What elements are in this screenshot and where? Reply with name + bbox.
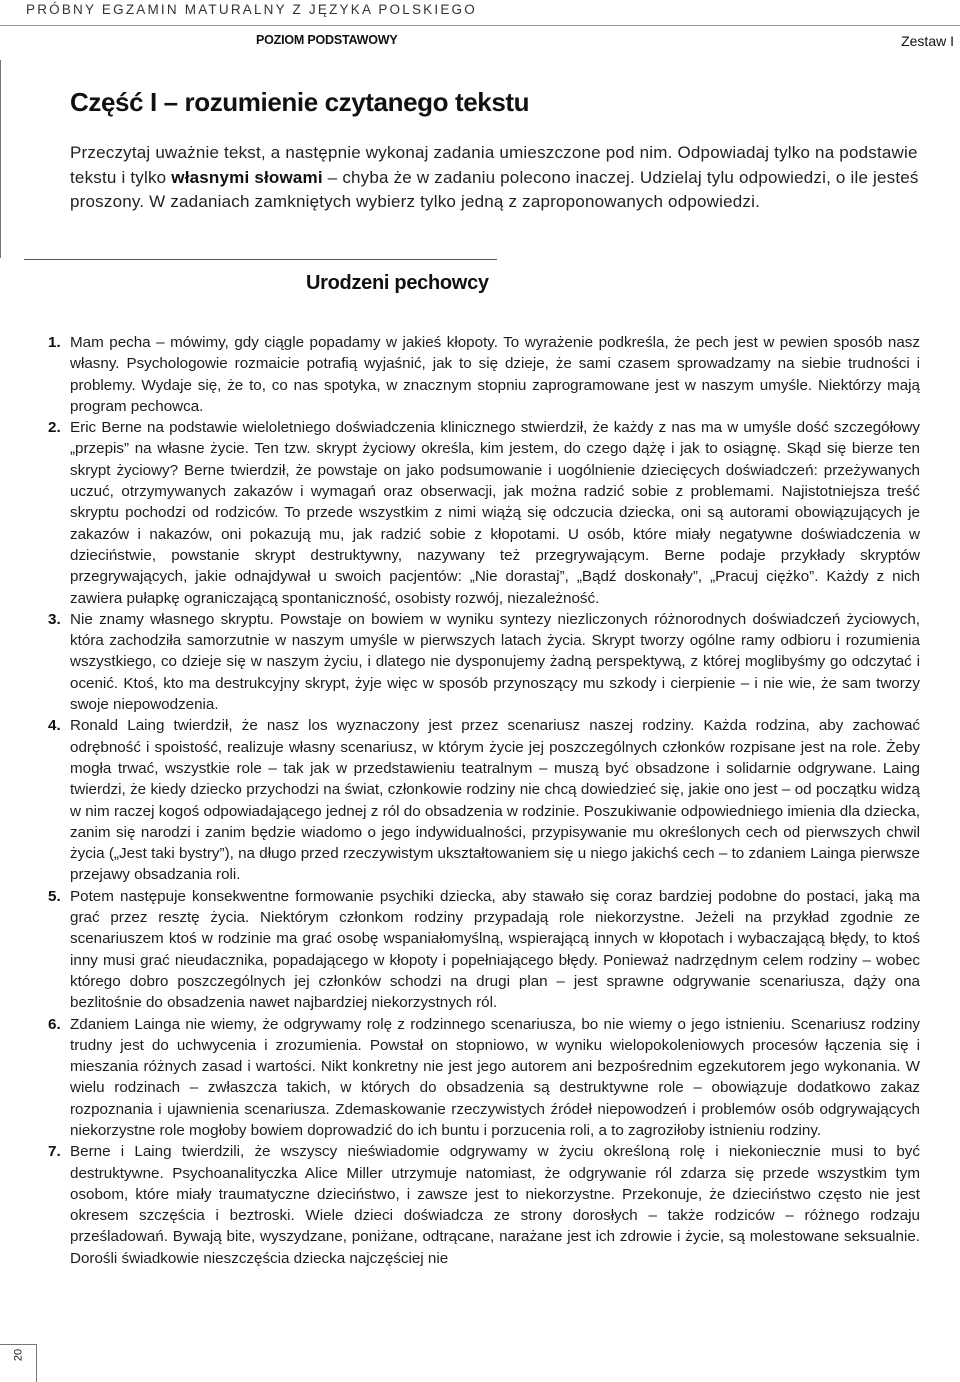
instructions	[70, 141, 922, 215]
page-number: 20	[12, 1348, 25, 1362]
paragraph-text: Zdaniem Lainga nie wiemy, że odgrywamy rolę z rodzinnego scenariusza, bo nie wiemy o jego istnieniu. Scenariusz rodziny trudny jest do uchwycenia i zrozumienia. Powstał on stopniowo, w wyniku wielopokoleniowych procesów łączenia się i mieszania różnych zasad i wartości. Nikt konkretny nie jest jego autorem ani bezpośrednim egzekutorem jego wykonania. W wielu rodzinach – zwłaszcza takich, w których do obsadzenia są destruktywne role – obowiązuje dodatkowo zakaz rozpoznania i ujawnienia scenariusza. Zdemaskowanie rzeczywistych źródeł niepowodzeń i problemów osób odgrywających niekorzystne role mogłoby bowiem doprowadzić do ich buntu i porzucenia roli, a to zagroziłoby istnieniu rodziny.	[70, 1015, 920, 1139]
margin-rule	[0, 60, 1, 258]
article-body	[48, 332, 920, 1269]
article-title: Urodzeni pechowcy	[306, 272, 489, 294]
article-paragraph	[48, 886, 920, 1014]
article-paragraph	[48, 715, 920, 885]
section-title: Część I – rozumienie czytanego tekstu	[70, 87, 530, 117]
paragraph-number: 1.	[48, 334, 61, 351]
paragraph-number: 7.	[48, 1143, 61, 1161]
article-paragraph	[48, 609, 920, 715]
instructions-text-start: Przeczytaj uważnie tekst, a następnie wykonaj zadania umieszczone pod nim. Odpowiadaj tylko na podstawie tekstu i tylko	[70, 143, 918, 187]
paragraph-text: Eric Berne na podstawie wieloletniego doświadczenia klinicznego stwierdził, że każdy z nas ma w umyśle dość szczegółowy „przepis” na własne życie. Ten tzw. skrypt życiowy określa, kim jestem, do czego dążę i jak to osiągnę. Skąd się bierze ten skrypt życiowy? Berne twierdził, że powstaje on jako podsumowanie i uogólnienie dziecięcych doświadczeń: przeżywanych uczuć, otrzymywanych zakazów i wymagań oraz obserwacji, jak można radzić sobie z problemami. Najistotniejsza treść skryptu pochodzi od rodziców. To przede wszystkim z nimi wiążą się odczucia dziecka, oni są autorami obowiązujących je zakazów i nakazów, oni pokazują mu, jak radzić sobie z kłopotami. U osób, które miały negatywne doświadczenia w dzieciństwie, powstanie skrypt destruktywny, nazywany też przegrywającym. Berne podaje przykłady skryptów przegrywających, jakie odnajdywał u swoich pacjentów: „Nie dorastaj”, „Bądź doskonały”, „Pracuj ciężko”. Każdy z nich zawiera pułapkę ograniczającą spontaniczność, osobisty rozwój, niezależność.	[70, 419, 920, 607]
paragraph-text: Ronald Laing twierdził, że nasz los wyznaczony jest przez scenariusz naszej rodziny. Każda rodzina, aby zachować odrębność i spoistość, realizuje własny scenariusz, w którym życie jej poszczególnych członków rozpisane jest na role. Żeby mogła trwać, wszystkie role – tak jak w przedstawieniu teatralnym – muszą być obsadzone i solidarnie odgrywane. Laing twierdzi, że kiedy dziecko przychodzi na świat, członkowie rodziny nie chcą dowiedzieć się, jakie ono jest – od początku widzą w nim raczej kogoś odpowiadającego jednej z ról do obsadzenia w rodzinie. Poszukiwanie odpowiedniego imienia dla dziecka, zanim się narodzi i zanim będzie wiadomo o jego indywidualności, przypisywanie mu określonych cech od pierwszych chwil życia („Jest taki bystry”), na długo przed rzeczywistym ukształtowaniem się u niego jakichś cech – to zdaniem Lainga pierwsze przejawy obsadzania roli.	[70, 717, 920, 884]
paragraph-text: Berne i Laing twierdzili, że wszyscy nieświadomie odgrywamy w życiu określoną rolę i niekoniecznie musi to być destruktywne. Psychoanalityczka Alice Miller utrzymuje natomiast, że odgrywanie ról zdarza się przede wszystkim tym osobom, które miały traumatyczne dzieciństwo, i zawsze jest to niekorzystne. Przekonuje, że dzieciństwo często nie jest okresem szczęścia i beztroski. Wiele dzieci doświadcza ze strony dorosłych – także rodziców – różnego rodzaju prześladowań. Bywają bite, wyszydzane, poniżane, odtrącane, narażane jest ich zdrowie i życie, są molestowane seksualnie. Dorośli świadkowie nieszczęścia dziecka najczęściej nie	[70, 1143, 920, 1267]
instructions-emphasis: własnymi słowami	[171, 167, 323, 187]
article-paragraph	[48, 1014, 920, 1142]
paragraph-number: 2.	[48, 419, 61, 437]
instructions-text-end: – chyba że w zadaniu polecono inaczej. Udzielaj tylu odpowiedzi, o ile jesteś proszony. W zadaniach zamkniętych wybierz tylko jedną z zaproponowanych odpowiedzi.	[70, 167, 919, 211]
exam-set-label: Zestaw I	[901, 33, 954, 49]
header-divider	[0, 25, 960, 26]
paragraph-text: Potem następuje konsekwentne formowanie psychiki dziecka, aby stawało się coraz bardziej podobne do postaci, jaką ma grać przez resztę życia. Niektórym członkom rodziny przypadają role niekorzystne. Jeżeli na przykład zgodnie ze scenariuszem ktoś w rodzinie ma grać osobę wspaniałomyślną, wspierającą innych w kłopotach i wybaczającą błędy, to ktoś inny musi grać nieudacznika, popadającego w kłopoty i popełniającego błędy. Ponieważ nadrzędnym celem rodziny – wobec którego dobro poszczególnych jej członków schodzi na drugi plan – jest sprawne odgrywanie scenariusza, dąży ona bezlitośnie do obsadzenia nawet najbardziej niekorzystnych ról.	[70, 887, 920, 1012]
exam-level-label: POZIOM PODSTAWOWY	[256, 33, 398, 47]
article-paragraph	[48, 1141, 920, 1269]
paragraph-text: Nie znamy własnego skryptu. Powstaje on bowiem w wyniku syntezy niezliczonych różnorodnych doświadczeń życiowych, która zachodziła samorzutnie w naszym umyśle w pierwszych latach życia. Skrypt tworzy ogólne ramy odbioru i rozumienia wszystkiego, co dzieje się w naszym życiu, i dlatego nie dysponujemy żadną perspektywą, z której moglibyśmy go odczytać i ocenić. Ktoś, kto ma destrukcyjny skrypt, żyje więc w sposób przynoszący mu szkody i cierpienie – i nie wie, że sam tworzy swoje niepowodzenia.	[70, 610, 920, 714]
paragraph-number: 3.	[48, 610, 61, 628]
exam-series-title: PRÓBNY EGZAMIN MATURALNY Z JĘZYKA POLSKIEGO	[26, 2, 477, 17]
paragraph-text: Mam pecha – mówimy, gdy ciągle popadamy w jakieś kłopoty. To wyrażenie podkreśla, że pech jest w pewien sposób nasz własny. Psychologowie rozmaicie potrafią wyjaśnić, jak to się dzieje, że sami czasem sprowadzamy na siebie trudności i problemy. Wydaje się, że to, co nas spotyka, w znacznym stopniu zaprogramowane jest w naszym umyśle. Niektórzy mają program pechowca.	[70, 334, 920, 415]
separator-line	[24, 259, 497, 260]
article-paragraph	[48, 332, 920, 417]
paragraph-number: 6.	[48, 1015, 61, 1033]
paragraph-number: 5.	[48, 887, 61, 905]
paragraph-number: 4.	[48, 717, 61, 735]
article-paragraph	[48, 417, 920, 609]
